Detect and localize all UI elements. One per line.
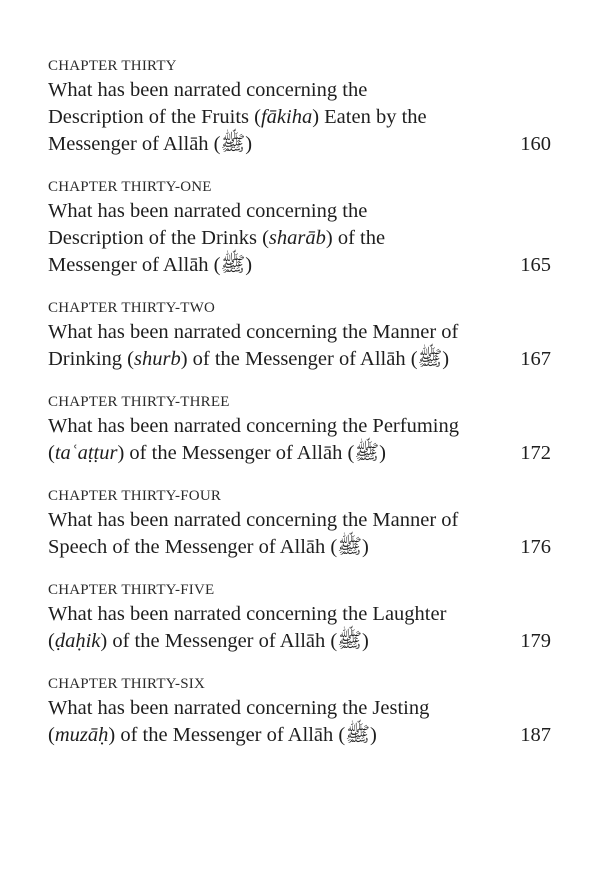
chapter-title [48, 601, 551, 655]
toc-entry [48, 299, 551, 373]
title-text: What has been narrated concerning the Perfuming [48, 415, 459, 437]
chapter-title-line [48, 507, 551, 534]
title-text: Messenger of Allāh (ﷺ) [48, 254, 253, 276]
chapter-title-line [48, 722, 551, 749]
chapter-title-line [48, 346, 551, 373]
chapter-label: CHAPTER THIRTY-FIVE [48, 582, 215, 598]
chapter-title-line [48, 695, 551, 722]
chapter-title [48, 413, 551, 467]
chapter-label: CHAPTER THIRTY-TWO [48, 300, 215, 316]
title-text: ) of the Messenger of Allāh (ﷺ) [180, 348, 450, 370]
chapter-title-line [48, 77, 551, 104]
chapter-title-line [48, 628, 551, 655]
title-text: ( [48, 442, 55, 464]
title-text: What has been narrated concerning the [48, 200, 368, 222]
chapter-title [48, 319, 551, 373]
chapter-label: CHAPTER THIRTY-THREE [48, 394, 230, 410]
page-number: 165 [520, 254, 551, 276]
chapter-title [48, 695, 551, 749]
transliterated-term: fākiha [260, 106, 313, 128]
chapter-title-line [48, 198, 551, 225]
title-text: Messenger of Allāh (ﷺ) [48, 133, 253, 155]
page-number: 176 [520, 536, 551, 558]
title-text: ( [48, 724, 55, 746]
title-text: Speech of the Messenger of Allāh (ﷺ) [48, 536, 369, 558]
toc-entry [48, 393, 551, 467]
page-number: 187 [520, 724, 551, 746]
transliterated-term: taʿaṭṭur [54, 442, 118, 464]
title-text: ( [48, 630, 55, 652]
chapter-label: CHAPTER THIRTY-SIX [48, 676, 206, 692]
page-number: 167 [520, 348, 551, 370]
chapter-title-line [48, 534, 551, 561]
title-text: ) of the Messenger of Allāh (ﷺ) [108, 724, 377, 746]
transliterated-term: shurb [133, 348, 181, 370]
transliterated-term: sharāb [268, 227, 326, 249]
chapter-title [48, 507, 551, 561]
chapter-title-line [48, 252, 551, 279]
transliterated-term: ḍaḥik [54, 630, 101, 652]
chapter-title-line [48, 104, 551, 131]
title-text: What has been narrated concerning the Laughter [48, 603, 447, 625]
chapter-title [48, 77, 551, 158]
table-of-contents [48, 57, 551, 749]
title-text: What has been narrated concerning the Manner of [48, 321, 459, 343]
chapter-label: CHAPTER THIRTY [48, 58, 177, 74]
toc-entries [48, 57, 551, 749]
chapter-title [48, 198, 551, 279]
chapter-label: CHAPTER THIRTY-ONE [48, 179, 212, 195]
page-number: 160 [520, 133, 551, 155]
title-text: ) of the [325, 227, 386, 249]
toc-entry [48, 581, 551, 655]
toc-entry [48, 178, 551, 279]
title-text: What has been narrated concerning the Jesting [48, 697, 430, 719]
title-text: ) Eaten by the [312, 106, 427, 128]
toc-entry [48, 675, 551, 749]
toc-entry [48, 487, 551, 561]
title-text: Drinking ( [48, 348, 134, 370]
chapter-title-line [48, 225, 551, 252]
chapter-title-line [48, 319, 551, 346]
title-text: What has been narrated concerning the [48, 79, 368, 101]
page-number: 179 [520, 630, 551, 652]
chapter-title-line [48, 413, 551, 440]
title-text: ) of the Messenger of Allāh (ﷺ) [117, 442, 386, 464]
chapter-title-line [48, 440, 551, 467]
transliterated-term: muzāḥ [54, 724, 109, 746]
chapter-title-line [48, 131, 551, 158]
chapter-label: CHAPTER THIRTY-FOUR [48, 488, 222, 504]
title-text: Description of the Drinks ( [48, 227, 269, 249]
page-number: 172 [520, 442, 551, 464]
title-text: ) of the Messenger of Allāh (ﷺ) [100, 630, 369, 652]
title-text: Description of the Fruits ( [48, 106, 261, 128]
toc-entry [48, 57, 551, 158]
title-text: What has been narrated concerning the Manner of [48, 509, 459, 531]
chapter-title-line [48, 601, 551, 628]
